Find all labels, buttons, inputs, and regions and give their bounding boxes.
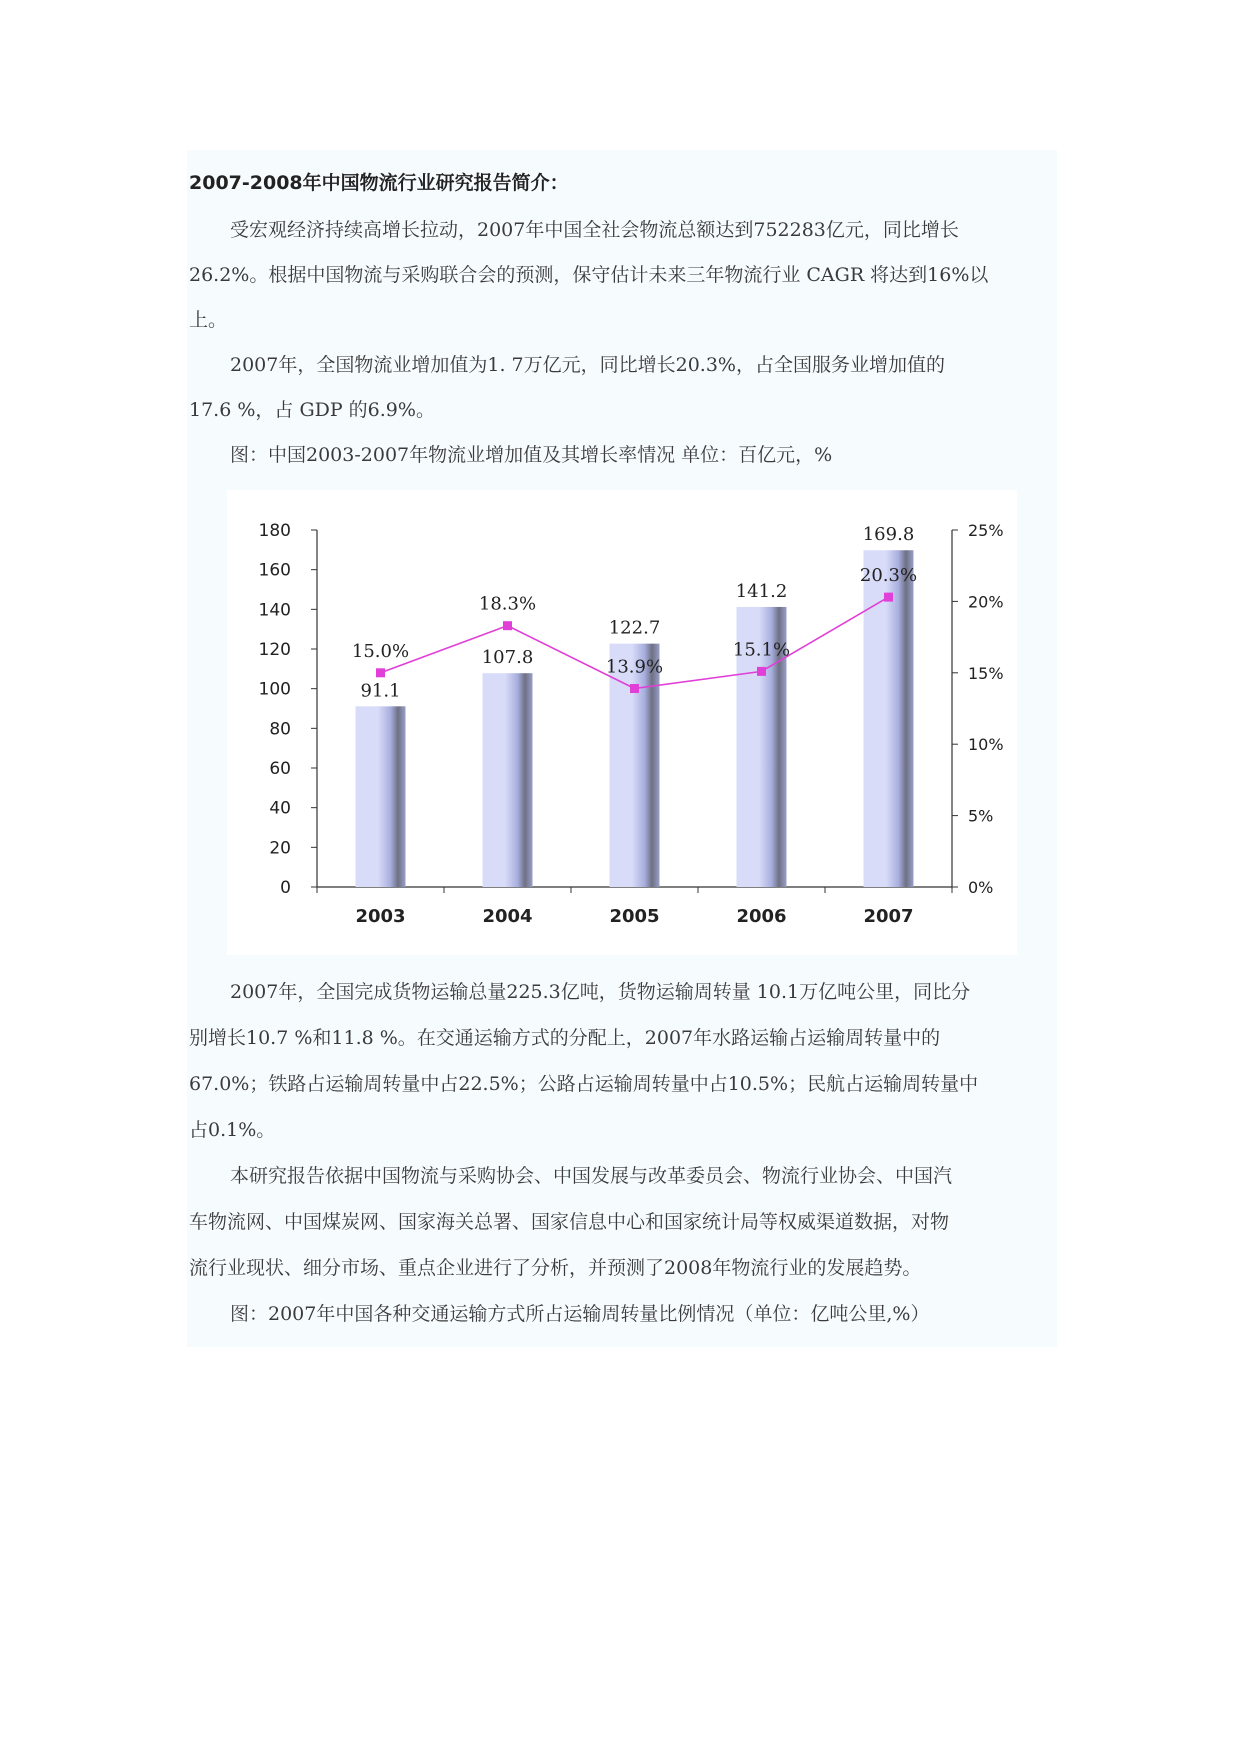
y-right-tick-label: 20% xyxy=(968,592,1004,612)
bar xyxy=(483,673,533,887)
x-tick-label: 2003 xyxy=(355,906,406,927)
x-tick-label: 2005 xyxy=(609,906,660,927)
x-tick-label: 2004 xyxy=(482,906,533,927)
y-left-tick-label: 100 xyxy=(258,679,291,700)
y-right-tick-label: 5% xyxy=(968,806,994,826)
x-tick-label: 2006 xyxy=(736,906,787,927)
growth-rate-label: 18.3% xyxy=(478,593,537,615)
paragraph-1-line-1: 受宏观经济持续高增长拉动，2007年中国全社会物流总额达到752283亿元，同比增长 xyxy=(230,219,959,241)
y-right-tick-label: 10% xyxy=(968,735,1004,755)
growth-rate-point xyxy=(757,667,766,676)
y-left-tick-label: 20 xyxy=(269,838,291,859)
figure-2-caption: 图：2007年中国各种交通运输方式所占运输周转量比例情况（单位：亿吨公里,%） xyxy=(230,1303,930,1325)
growth-rate-label: 20.3% xyxy=(859,565,918,587)
y-right-tick-label: 15% xyxy=(968,663,1004,683)
growth-rate-point xyxy=(630,684,639,693)
y-left-tick-label: 120 xyxy=(258,640,291,660)
y-left-tick-label: 60 xyxy=(269,759,291,779)
chart-canvas xyxy=(227,490,1017,955)
paragraph-2-line-2: 17.6 %，占 GDP 的6.9%。 xyxy=(189,399,435,421)
x-tick-label: 2007 xyxy=(863,906,914,927)
paragraph-3-line-4: 占0.1%。 xyxy=(189,1119,276,1141)
paragraph-2-line-1: 2007年，全国物流业增加值为1. 7万亿元，同比增长20.3%，占全国服务业增加值的 xyxy=(230,354,945,376)
paragraph-4-line-3: 流行业现状、细分市场、重点企业进行了分析，并预测了2008年物流行业的发展趋势。 xyxy=(189,1257,922,1279)
growth-rate-point xyxy=(884,593,893,602)
bar-value-label: 91.1 xyxy=(360,680,401,702)
bar-value-label: 169.8 xyxy=(862,524,915,546)
y-left-tick-label: 140 xyxy=(258,600,291,621)
growth-rate-label: 15.0% xyxy=(351,640,410,662)
growth-rate-point xyxy=(376,668,385,677)
y-right-tick-label: 25% xyxy=(968,521,1004,540)
paragraph-3-line-2: 别增长10.7 %和11.8 %。在交通运输方式的分配上，2007年水路运输占运输周转量中的 xyxy=(189,1027,941,1049)
paragraph-1-line-3: 上。 xyxy=(189,309,228,331)
y-left-tick-label: 40 xyxy=(269,798,291,819)
bar-value-label: 141.2 xyxy=(735,580,788,602)
logistics-value-chart xyxy=(227,490,1017,955)
bar-value-label: 122.7 xyxy=(608,617,661,639)
paragraph-1-line-2: 26.2%。根据中国物流与采购联合会的预测，保守估计未来三年物流行业 CAGR 将达到16%以 xyxy=(189,264,989,286)
bar xyxy=(356,706,406,887)
y-left-tick-label: 80 xyxy=(269,719,291,740)
paragraph-3-line-1: 2007年，全国完成货物运输总量225.3亿吨，货物运输周转量 10.1万亿吨公里，同比分 xyxy=(230,981,971,1003)
growth-rate-point xyxy=(503,621,512,630)
y-right-tick-label: 0% xyxy=(968,878,994,897)
paragraph-4-line-2: 车物流网、中国煤炭网、国家海关总署、国家信息中心和国家统计局等权威渠道数据，对物 xyxy=(189,1211,950,1233)
paragraph-3-line-3: 67.0%；铁路占运输周转量中占22.5%；公路占运输周转量中占10.5%；民航占运输周转量中 xyxy=(189,1073,979,1095)
document-panel xyxy=(187,150,1057,1347)
y-left-tick-label: 0 xyxy=(280,878,291,898)
y-left-tick-label: 160 xyxy=(258,560,291,581)
bar-value-label: 107.8 xyxy=(481,647,534,669)
paragraph-4-line-1: 本研究报告依据中国物流与采购协会、中国发展与改革委员会、物流行业协会、中国汽 xyxy=(230,1165,953,1187)
growth-rate-label: 15.1% xyxy=(732,639,791,661)
y-left-tick-label: 180 xyxy=(258,521,291,541)
figure-1-caption: 图：中国2003-2007年物流业增加值及其增长率情况 单位：百亿元，% xyxy=(230,444,833,466)
document-title: 2007-2008年中国物流行业研究报告简介： xyxy=(189,172,569,194)
growth-rate-label: 13.9% xyxy=(605,656,664,678)
